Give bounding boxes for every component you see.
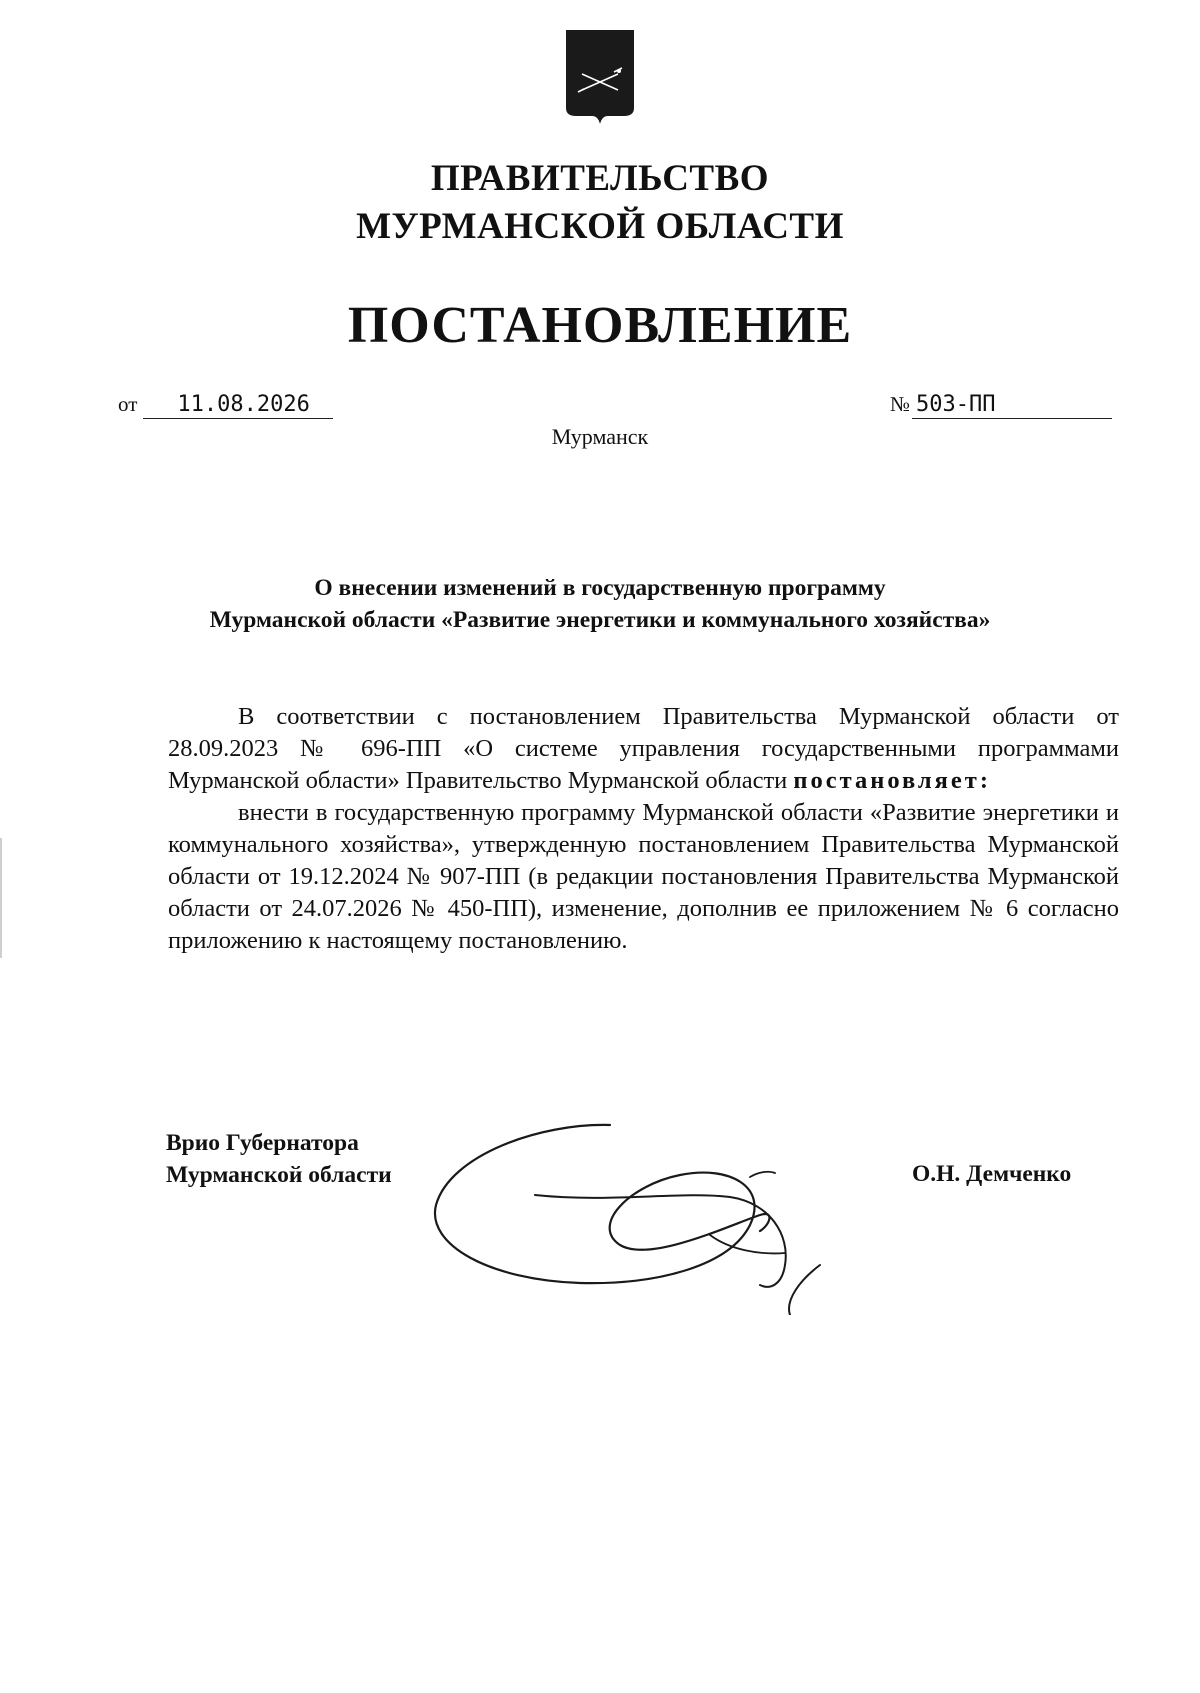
resolution-colon: : (979, 767, 991, 794)
document-subject (120, 572, 1080, 636)
body-paragraph-2: внести в государственную программу Мурманской области «Развитие энергетики и коммунального хозяйства», утвержденную постановлением Правительства Мурманской области от 19.12.2024 № 907-ПП (в редакции постановления Правительства Мурманской области от 24.07.2026 № 450-ПП), изменение, дополнив ее приложением № 6 согласно приложению к настоящему постановлению. (168, 799, 1119, 954)
subject-line1: О внесении изменений в государственную программу (314, 575, 886, 601)
scan-margin-mark (0, 838, 2, 958)
resolution-keyword: постановляет (793, 767, 980, 794)
government-title-line1: ПРАВИТЕЛЬСТВО (430, 158, 770, 199)
government-title-line2: МУРМАНСКОЙ ОБЛАСТИ (356, 206, 844, 247)
number-value: 503-ПП (912, 392, 1112, 419)
coat-of-arms-icon (564, 28, 636, 126)
signer-name: О.Н. Демченко (912, 1161, 1072, 1187)
document-body (168, 701, 1119, 957)
subject-line2: Мурманской области «Развитие энергетики и коммунального хозяйства» (209, 607, 991, 633)
handwritten-signature (430, 1115, 850, 1315)
paragraph1-text: В соответствии с постановлением Правительства Мурманской области от 28.09.2023 № 696-ПП «О системе управления государственными программами Мурманской области» Правительство Мурманской области (168, 703, 1119, 794)
document-date (118, 390, 333, 419)
signer-position-line2: Мурманской области (166, 1162, 392, 1188)
city-name: Мурманск (551, 424, 649, 449)
date-prefix: от (118, 392, 138, 416)
number-prefix: № (890, 392, 911, 416)
document-type-title: ПОСТАНОВЛЕНИЕ (347, 297, 853, 354)
document-number (890, 390, 1112, 419)
date-value: 11.08.2026 (143, 392, 333, 419)
body-paragraph-1 (168, 701, 1119, 797)
signer-position (166, 1127, 392, 1191)
signer-position-line1: Врио Губернатора (166, 1130, 359, 1156)
